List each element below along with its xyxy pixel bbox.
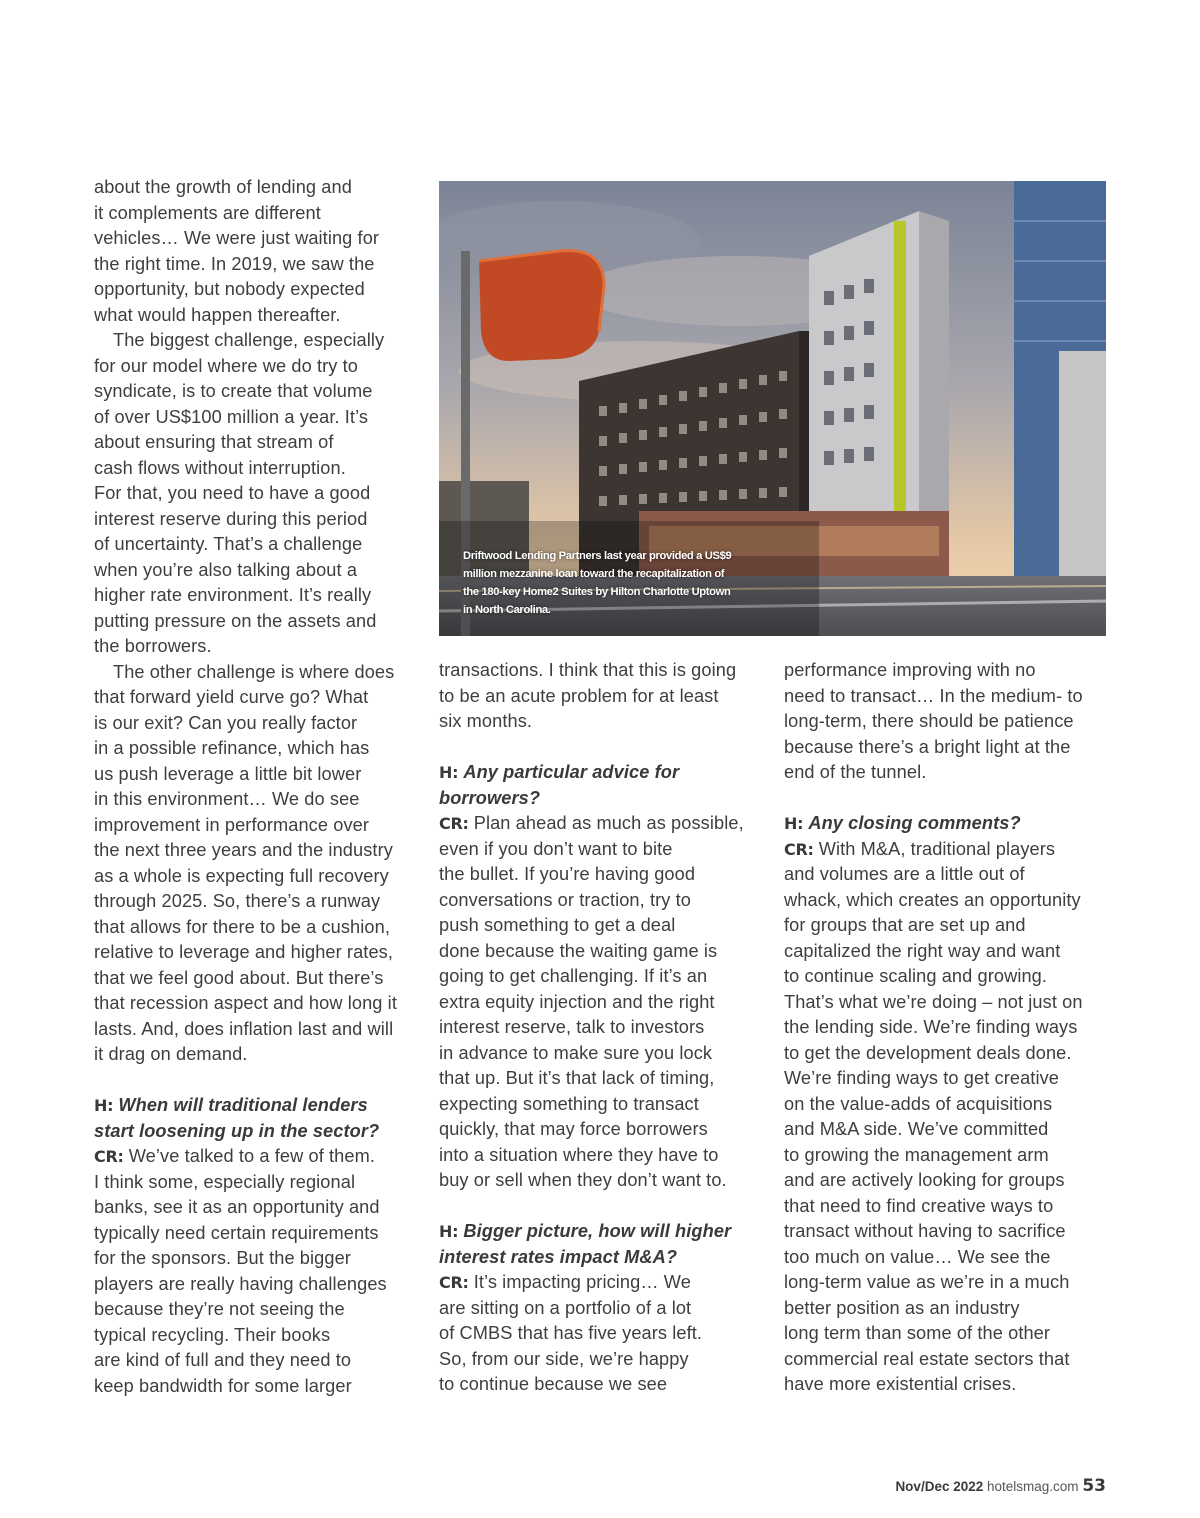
paragraph: performance improving with no need to transact… In the medium- to long-term, there should be patience because there’s a bright light at the end of the tunnel. bbox=[784, 660, 1083, 782]
article-column-1 bbox=[94, 175, 424, 1399]
interview-question: H: Bigger picture, how will higher interest rates impact M&A? bbox=[439, 1221, 732, 1267]
page-footer bbox=[895, 1476, 1106, 1496]
interview-answer: CR: Plan ahead as much as possible, even if you don’t want to bite the bullet. If you’re having good conversations or traction, try to push something to get a deal done because the waiting game is going to get challenging. If it’s an extra equity injection and the right interest reserve, talk to investors in advance to make sure you lock that up. But it’s that lack of timing, expecting something to transact quickly, that may force borrowers into a situation where they have to buy or sell when they don’t want to. bbox=[439, 813, 744, 1190]
question-tag: H: bbox=[94, 1096, 114, 1115]
answer-tag: CR: bbox=[439, 1273, 469, 1292]
interview-answer: CR: We’ve talked to a few of them. I think some, especially regional banks, see it as an opportunity and typically need certain requirements for the sponsors. But the bigger players are really having challenges because they’re not seeing the typical recycling. Their books are kind of full and they need to keep bandwidth for some larger bbox=[94, 1146, 387, 1396]
interview-question: H: Any closing comments? bbox=[784, 813, 1021, 833]
answer-tag: CR: bbox=[784, 839, 814, 859]
interview-answer: CR: With M&A, traditional players and volumes are a little out of whack, which creates an opportunity for groups that are set up and capitalized the right way and want to continue scaling and growing. That’s what we’re doing – not just on the lending side. We’re finding ways to get the development deals done. We’re finding ways to get creative on the value-adds of acquisitions and M&A side. We’ve committed to growing the management arm and are actively looking for groups that need to find creative ways to transact without having to sacrifice too much on value… We see the long-term value as we’re in a much better position as an industry long term than some of the other commercial real estate sectors that have more existential crises. bbox=[784, 838, 1083, 1394]
answer-tag: CR: bbox=[94, 1147, 124, 1166]
paragraph: The other challenge is where does that forward yield curve go? What is our exit? Can you really factor in a possible refinance, which has us push leverage a little bit lower in this environment… We do see improvement in performance over the next three years and the industry as a whole is expecting full recovery through 2025. So, there’s a runway that allows for there to be a cushion, relative to leverage and higher rates, that we feel good about. But there’s that recession aspect and how long it lasts. And, does inflation last and will it drag on demand. bbox=[94, 661, 397, 1064]
article-column-2 bbox=[439, 658, 769, 1398]
question-tag: H: bbox=[439, 763, 459, 782]
paragraph: The biggest challenge, especially for our model where we do try to syndicate, is to create that volume of over US$100 million a year. It’s about ensuring that stream of cash flows without interruption. For that, you need to have a good interest reserve during this period of uncertainty. That’s a challenge when you’re also talking about a higher rate environment. It’s really putting pressure on the assets and the borrowers. bbox=[94, 330, 385, 656]
hotel-photo bbox=[439, 181, 1106, 636]
question-tag: H: bbox=[439, 1222, 459, 1241]
answer-tag: CR: bbox=[439, 814, 469, 833]
interview-question: H: When will traditional lenders start loosening up in the sector? bbox=[94, 1095, 380, 1141]
paragraph: transactions. I think that this is going to be an acute problem for at least six months. bbox=[439, 660, 737, 731]
photo-caption: Driftwood Lending Partners last year provided a US$9 million mezzanine loan toward the recapitalization of the 180-key Home2 Suites by Hilton Charlotte Uptown in North Carolina. bbox=[463, 550, 732, 616]
page-number: 53 bbox=[1082, 1476, 1106, 1496]
website: hotelsmag.com bbox=[987, 1479, 1079, 1494]
question-tag: H: bbox=[784, 814, 804, 833]
issue-date: Nov/Dec 2022 bbox=[895, 1479, 984, 1494]
interview-question: H: Any particular advice for borrowers? bbox=[439, 762, 680, 808]
paragraph: about the growth of lending and it complements are different vehicles… We were just waiting for the right time. In 2019, we saw the opportunity, but nobody expected what would happen thereafter. bbox=[94, 177, 380, 325]
article-column-3 bbox=[784, 658, 1114, 1398]
interview-answer: CR: It’s impacting pricing… We are sitting on a portfolio of a lot of CMBS that has five years left. So, from our side, we’re happy to continue because we see bbox=[439, 1272, 703, 1394]
